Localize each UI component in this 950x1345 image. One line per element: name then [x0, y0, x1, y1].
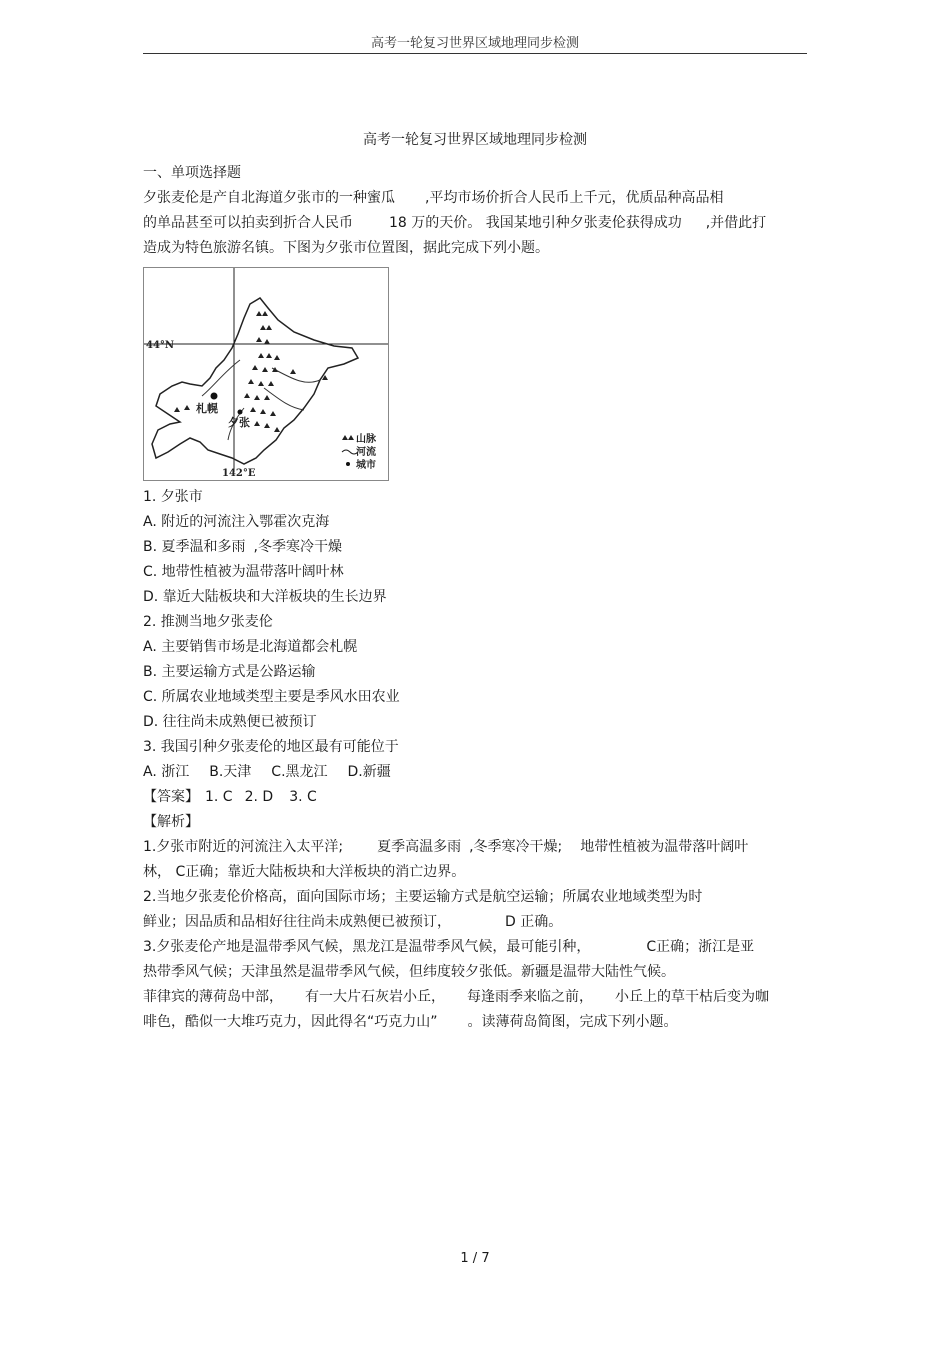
q2-option-d: D. 往往尚未成熟便已被预订 [143, 714, 317, 730]
text-run: 菲律宾的薄荷岛中部， [143, 989, 283, 1005]
legend-mountain-label: 山脉 [356, 434, 376, 445]
explanation-3-line [143, 935, 807, 960]
text-run: D 正确。 [505, 914, 563, 930]
intro-paragraph-line: 造成为特色旅游名镇。下图为夕张市位置图，据此完成下列小题。 [143, 240, 549, 256]
text-run: 啡色，酷似一大堆巧克力，因此得名“巧克力山” [143, 1014, 438, 1030]
next-intro-line [143, 1010, 807, 1035]
text-run: ,冬季寒冷干燥; [469, 839, 563, 855]
answer-label: 【答案】 [143, 789, 199, 805]
text-run: B. 夏季温和多雨 [143, 539, 246, 555]
legend-city-icon [346, 462, 350, 466]
q1-option-a: A. 附近的河流注入鄂霍次克海 [143, 514, 330, 530]
explanation-1-line: 林， C正确；靠近大陆板块和大洋板块的消亡边界。 [143, 864, 466, 880]
legend-city-label: 城市 [356, 460, 376, 471]
mountain-icon [250, 407, 276, 416]
text-run: 1.夕张市附近的河流注入太平洋; [143, 839, 344, 855]
mountain-icon [244, 393, 270, 400]
answer-line [143, 785, 807, 810]
text-run: 。读薄荷岛简图，完成下列小题。 [467, 1014, 678, 1030]
q2-option-b: B. 主要运输方式是公路运输 [143, 664, 316, 680]
q3-options [143, 760, 807, 785]
page-number: 1 / 7 [460, 1251, 490, 1266]
sapporo-city-marker [211, 393, 218, 400]
mountain-icon [174, 405, 190, 412]
analysis-label: 【解析】 [143, 814, 199, 830]
mountain-icon [256, 311, 268, 316]
sapporo-label: 札幌 [196, 402, 218, 415]
text-run: 鲜业；因品质和品相好往往尚未成熟便已被预订， [143, 914, 451, 930]
text-run: ,并借此打 [705, 215, 767, 231]
explanation-2-line: 2.当地夕张麦伦价格高，面向国际市场；主要运输方式是航空运输；所属农业地域类型为时 [143, 889, 703, 905]
mountain-icon [252, 365, 296, 374]
text-run: 每逢雨季来临之前， [467, 989, 593, 1005]
legend-river-label: 河流 [356, 447, 376, 458]
legend-mountain-icon [342, 435, 354, 440]
running-header: 高考一轮复习世界区域地理同步检测 [370, 36, 579, 51]
answer-3: 3. C [289, 789, 317, 805]
text-run: 地带性植被为温带落叶阔叶 [580, 839, 749, 855]
answer-2: 2. D [244, 789, 274, 805]
text-run: ,平均市场价折合人民币上千元，优质品种高品相 [425, 190, 724, 206]
document-title: 高考一轮复习世界区域地理同步检测 [363, 132, 587, 148]
latitude-label: 44°N [146, 340, 175, 351]
yubari-label: 夕张 [228, 416, 250, 429]
map-legend [342, 432, 377, 471]
text-run: 3.夕张麦伦产地是温带季风气候，黑龙江是温带季风气候，最可能引种， [143, 939, 591, 955]
text-run: 小丘上的草干枯后变为咖 [615, 989, 769, 1005]
text-run: 有一大片石灰岩小丘， [305, 989, 445, 1005]
question-2-stem: 2. 推测当地夕张麦伦 [143, 614, 273, 630]
text-run: 夏季高温多雨 [377, 839, 462, 855]
yubari-city-marker [238, 410, 243, 415]
q2-option-a: A. 主要销售市场是北海道都会札幌 [143, 639, 358, 655]
mountain-icon [258, 353, 280, 360]
document-body [143, 161, 807, 1035]
question-1-stem: 1. 夕张市 [143, 489, 203, 505]
header-rule [143, 53, 807, 54]
mountain-icon [260, 325, 272, 330]
text-run: 夕张麦伦是产自北海道夕张市的一种蜜瓜 [143, 190, 395, 206]
section-heading: 一、单项选择题 [143, 165, 241, 181]
q3-option-d: D.新疆 [347, 764, 391, 780]
map-drawing [144, 268, 388, 480]
q1-option-d: D. 靠近大陆板块和大洋板块的生长边界 [143, 589, 387, 605]
q1-option-c: C. 地带性植被为温带落叶阔叶林 [143, 564, 344, 580]
text-run: C正确；浙江是亚 [646, 939, 755, 955]
river [264, 388, 304, 410]
text-run: 的单品甚至可以拍卖到折合人民币 [143, 215, 353, 231]
question-3-stem: 3. 我国引种夕张麦伦的地区最有可能位于 [143, 739, 399, 755]
explanation-2-line [143, 910, 807, 935]
q3-option-c: C.黑龙江 [271, 764, 328, 780]
next-intro-line [143, 985, 807, 1010]
text-run: ,冬季寒冷干燥 [253, 539, 342, 555]
q1-option-b [143, 535, 807, 560]
longitude-label: 142°E [222, 468, 256, 479]
explanation-3-line: 热带季风气候；天津虽然是温带季风气候，但纬度较夕张低。新疆是温带大陆性气候。 [143, 964, 675, 980]
river [272, 368, 320, 382]
text-run: 18 万的天价。 我国某地引种夕张麦伦获得成功 [389, 215, 682, 231]
mountain-icon [254, 421, 280, 432]
island-outline [152, 298, 358, 464]
explanation-1-line [143, 835, 807, 860]
q3-option-b: B.天津 [209, 764, 252, 780]
intro-paragraph-line [143, 186, 807, 211]
mountain-icon [256, 337, 270, 344]
q3-option-a: A. 浙江 [143, 764, 190, 780]
q2-option-c: C. 所属农业地域类型主要是季风水田农业 [143, 689, 400, 705]
intro-paragraph-line [143, 211, 807, 236]
hokkaido-location-map [143, 267, 389, 481]
answer-1: 1. C [205, 789, 233, 805]
